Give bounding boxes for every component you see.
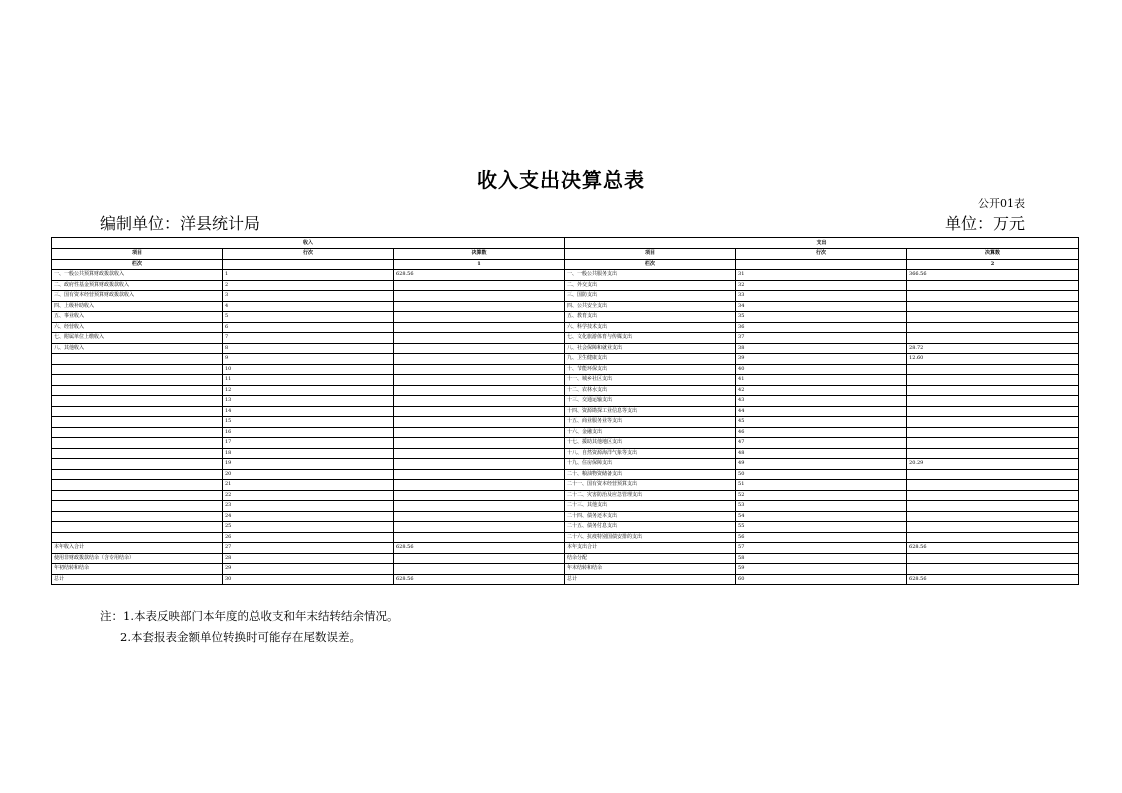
table-row xyxy=(52,501,1079,512)
currency-unit: 单位：万元 xyxy=(944,214,1025,233)
income-amount-cell: 628.56 xyxy=(394,574,565,585)
expense-amount-cell xyxy=(907,438,1079,449)
expense-line-cell: 44 xyxy=(736,406,907,417)
expense-amount-cell xyxy=(907,427,1079,438)
expense-amount-cell xyxy=(907,480,1079,491)
expense-amount-cell xyxy=(907,312,1079,323)
expense-line-cell: 41 xyxy=(736,375,907,386)
income-item-cell xyxy=(52,511,223,522)
income-amount-cell xyxy=(394,511,565,522)
income-item-cell xyxy=(52,417,223,428)
expense-line-cell: 46 xyxy=(736,427,907,438)
expense-line-cell: 59 xyxy=(736,564,907,575)
income-line-cell: 27 xyxy=(223,543,394,554)
expense-line-cell: 52 xyxy=(736,490,907,501)
expense-amount-cell xyxy=(907,448,1079,459)
income-column-label: 栏次 xyxy=(52,259,223,270)
expense-amount-cell: 12.60 xyxy=(907,354,1079,365)
expense-line-cell: 38 xyxy=(736,343,907,354)
expense-line-cell: 55 xyxy=(736,522,907,533)
page-title: 收入支出决算总表 xyxy=(477,168,645,192)
income-amount-cell xyxy=(394,343,565,354)
expense-line-cell: 51 xyxy=(736,480,907,491)
income-item-cell xyxy=(52,459,223,470)
income-amount-cell xyxy=(394,301,565,312)
table-row xyxy=(52,270,1079,281)
expense-item-cell: 四、公共安全支出 xyxy=(565,301,736,312)
table-row xyxy=(52,438,1079,449)
expense-line-header: 行次 xyxy=(736,249,907,260)
expense-amount-cell xyxy=(907,553,1079,564)
income-column-number: 1 xyxy=(394,259,565,270)
table-row xyxy=(52,543,1079,554)
table-row xyxy=(52,427,1079,438)
income-amount-cell xyxy=(394,501,565,512)
expense-item-cell: 十九、住房保障支出 xyxy=(565,459,736,470)
income-line-cell: 16 xyxy=(223,427,394,438)
expense-amount-cell xyxy=(907,291,1079,302)
table-row xyxy=(52,354,1079,365)
expense-amount-cell xyxy=(907,375,1079,386)
table-row xyxy=(52,564,1079,575)
income-line-cell: 4 xyxy=(223,301,394,312)
expense-line-cell: 34 xyxy=(736,301,907,312)
expense-amount-cell xyxy=(907,396,1079,407)
note-1: 注：1.本表反映部门本年度的总收支和年末结转结余情况。 xyxy=(100,609,399,623)
income-amount-cell xyxy=(394,417,565,428)
income-line-cell: 8 xyxy=(223,343,394,354)
income-item-cell xyxy=(52,448,223,459)
income-item-cell xyxy=(52,532,223,543)
table-row xyxy=(52,322,1079,333)
expense-item-cell: 七、文化旅游体育与传媒支出 xyxy=(565,333,736,344)
income-item-cell xyxy=(52,480,223,491)
income-item-cell xyxy=(52,501,223,512)
income-amount-cell xyxy=(394,480,565,491)
form-number: 公开01表 xyxy=(978,197,1025,210)
expense-line-cell: 36 xyxy=(736,322,907,333)
income-amount-header: 决算数 xyxy=(394,249,565,260)
expense-item-cell: 二十四、债务还本支出 xyxy=(565,511,736,522)
income-line-cell: 15 xyxy=(223,417,394,428)
income-line-cell: 23 xyxy=(223,501,394,512)
income-amount-cell xyxy=(394,564,565,575)
income-line-cell: 9 xyxy=(223,354,394,365)
expense-line-cell: 54 xyxy=(736,511,907,522)
expense-item-cell: 十七、援助其他地区支出 xyxy=(565,438,736,449)
income-item-cell xyxy=(52,375,223,386)
header-row-sections xyxy=(52,238,1079,249)
income-item-cell: 七、附属单位上缴收入 xyxy=(52,333,223,344)
expense-amount-cell xyxy=(907,469,1079,480)
expense-item-cell: 十三、交通运输支出 xyxy=(565,396,736,407)
income-item-cell xyxy=(52,385,223,396)
expense-item-cell: 十八、自然资源海洋气象等支出 xyxy=(565,448,736,459)
expense-item-cell: 十二、农林水支出 xyxy=(565,385,736,396)
expense-item-cell: 二十五、债务付息支出 xyxy=(565,522,736,533)
expense-item-cell: 十、节能环保支出 xyxy=(565,364,736,375)
expense-amount-cell xyxy=(907,511,1079,522)
table-row xyxy=(52,406,1079,417)
expense-line-cell: 42 xyxy=(736,385,907,396)
table-row xyxy=(52,396,1079,407)
table-row xyxy=(52,364,1079,375)
income-line-cell: 11 xyxy=(223,375,394,386)
table-row xyxy=(52,417,1079,428)
income-item-cell: 六、经营收入 xyxy=(52,322,223,333)
income-line-cell: 18 xyxy=(223,448,394,459)
expense-column-label: 栏次 xyxy=(565,259,736,270)
income-item-cell xyxy=(52,406,223,417)
expense-line-cell: 53 xyxy=(736,501,907,512)
expense-line-cell: 43 xyxy=(736,396,907,407)
income-line-cell: 12 xyxy=(223,385,394,396)
income-amount-cell xyxy=(394,490,565,501)
expense-amount-cell xyxy=(907,301,1079,312)
income-item-cell: 二、政府性基金预算财政拨款收入 xyxy=(52,280,223,291)
income-amount-cell xyxy=(394,280,565,291)
income-item-cell: 三、国有资本经营预算财政拨款收入 xyxy=(52,291,223,302)
expense-amount-cell xyxy=(907,280,1079,291)
header-row-columns xyxy=(52,249,1079,260)
income-line-cell: 10 xyxy=(223,364,394,375)
compiling-unit: 编制单位：洋县统计局 xyxy=(100,214,261,233)
expense-line-cell: 48 xyxy=(736,448,907,459)
expense-line-cell: 32 xyxy=(736,280,907,291)
table-row xyxy=(52,553,1079,564)
expense-line-cell: 31 xyxy=(736,270,907,281)
table-row xyxy=(52,312,1079,323)
income-amount-cell xyxy=(394,438,565,449)
expense-line-cell: 39 xyxy=(736,354,907,365)
income-amount-cell xyxy=(394,385,565,396)
income-amount-cell xyxy=(394,406,565,417)
expense-item-cell: 六、科学技术支出 xyxy=(565,322,736,333)
expense-line-cell: 47 xyxy=(736,438,907,449)
income-item-cell xyxy=(52,438,223,449)
income-amount-cell xyxy=(394,396,565,407)
expense-item-cell: 一、一般公共服务支出 xyxy=(565,270,736,281)
income-amount-cell xyxy=(394,553,565,564)
expense-item-cell: 十一、城乡社区支出 xyxy=(565,375,736,386)
table-row xyxy=(52,490,1079,501)
expense-item-header: 项目 xyxy=(565,249,736,260)
income-item-cell: 总计 xyxy=(52,574,223,585)
expense-item-cell: 年末结转和结余 xyxy=(565,564,736,575)
income-item-cell: 四、上级补助收入 xyxy=(52,301,223,312)
income-line-cell: 13 xyxy=(223,396,394,407)
expense-amount-cell: 628.56 xyxy=(907,574,1079,585)
income-amount-cell xyxy=(394,364,565,375)
expense-item-cell: 十四、资源勘探工业信息等支出 xyxy=(565,406,736,417)
income-line-cell: 26 xyxy=(223,532,394,543)
expense-item-cell: 结余分配 xyxy=(565,553,736,564)
expense-amount-cell xyxy=(907,490,1079,501)
table-row xyxy=(52,280,1079,291)
income-item-header: 项目 xyxy=(52,249,223,260)
expense-line-cell: 33 xyxy=(736,291,907,302)
table-row xyxy=(52,343,1079,354)
expense-item-cell: 本年支出合计 xyxy=(565,543,736,554)
income-item-cell xyxy=(52,354,223,365)
income-item-cell xyxy=(52,427,223,438)
expense-amount-cell xyxy=(907,501,1079,512)
income-line-cell: 14 xyxy=(223,406,394,417)
expense-line-cell: 45 xyxy=(736,417,907,428)
income-amount-cell xyxy=(394,354,565,365)
income-line-cell: 29 xyxy=(223,564,394,575)
expense-amount-cell: 28.72 xyxy=(907,343,1079,354)
expense-amount-cell xyxy=(907,385,1079,396)
income-amount-cell xyxy=(394,322,565,333)
expense-item-cell: 总计 xyxy=(565,574,736,585)
income-amount-cell xyxy=(394,333,565,344)
table-row xyxy=(52,459,1079,470)
table-row xyxy=(52,522,1079,533)
table-row xyxy=(52,291,1079,302)
expense-amount-header: 决算数 xyxy=(907,249,1079,260)
expense-line-cell: 37 xyxy=(736,333,907,344)
income-item-cell xyxy=(52,522,223,533)
expense-item-cell: 十五、商业服务业等支出 xyxy=(565,417,736,428)
income-line-cell: 2 xyxy=(223,280,394,291)
expense-amount-cell xyxy=(907,322,1079,333)
table-row xyxy=(52,480,1079,491)
expense-column-number: 2 xyxy=(907,259,1079,270)
expense-amount-cell xyxy=(907,364,1079,375)
income-amount-cell xyxy=(394,522,565,533)
expense-item-cell: 二十二、灾害防治及应急管理支出 xyxy=(565,490,736,501)
expense-item-cell: 十六、金融支出 xyxy=(565,427,736,438)
income-amount-cell xyxy=(394,312,565,323)
income-line-cell: 21 xyxy=(223,480,394,491)
expense-line-cell: 56 xyxy=(736,532,907,543)
expense-item-cell: 五、教育支出 xyxy=(565,312,736,323)
expense-amount-cell xyxy=(907,417,1079,428)
income-item-cell xyxy=(52,364,223,375)
expense-column-blank xyxy=(736,259,907,270)
expense-item-cell: 三、国防支出 xyxy=(565,291,736,302)
expense-line-cell: 50 xyxy=(736,469,907,480)
notes xyxy=(100,606,398,648)
note-2: 2.本套报表金额单位转换时可能存在尾数误差。 xyxy=(120,630,361,644)
expense-amount-cell xyxy=(907,564,1079,575)
table-row xyxy=(52,469,1079,480)
table-row xyxy=(52,333,1079,344)
income-item-cell: 五、事业收入 xyxy=(52,312,223,323)
table-row xyxy=(52,385,1079,396)
expense-item-cell: 二十六、抗疫特别国债安排的支出 xyxy=(565,532,736,543)
expense-amount-cell xyxy=(907,532,1079,543)
expense-line-cell: 60 xyxy=(736,574,907,585)
income-item-cell xyxy=(52,490,223,501)
income-item-cell: 本年收入合计 xyxy=(52,543,223,554)
expense-item-cell: 二、外交支出 xyxy=(565,280,736,291)
expense-item-cell: 二十三、其他支出 xyxy=(565,501,736,512)
expense-line-cell: 40 xyxy=(736,364,907,375)
table-row xyxy=(52,574,1079,585)
income-amount-cell xyxy=(394,469,565,480)
income-amount-cell xyxy=(394,291,565,302)
expense-item-cell: 八、社会保障和就业支出 xyxy=(565,343,736,354)
expense-item-cell: 九、卫生健康支出 xyxy=(565,354,736,365)
income-line-cell: 6 xyxy=(223,322,394,333)
table-row xyxy=(52,448,1079,459)
income-expense-table xyxy=(51,237,1079,585)
expense-header: 支出 xyxy=(565,238,1079,249)
income-line-cell: 28 xyxy=(223,553,394,564)
table-row xyxy=(52,301,1079,312)
income-amount-cell xyxy=(394,459,565,470)
expense-amount-cell: 366.56 xyxy=(907,270,1079,281)
income-item-cell xyxy=(52,469,223,480)
income-header: 收入 xyxy=(52,238,565,249)
income-amount-cell xyxy=(394,448,565,459)
income-line-cell: 1 xyxy=(223,270,394,281)
income-line-cell: 3 xyxy=(223,291,394,302)
expense-amount-cell: 628.56 xyxy=(907,543,1079,554)
income-item-cell: 年初结转和结余 xyxy=(52,564,223,575)
income-line-header: 行次 xyxy=(223,249,394,260)
income-amount-cell xyxy=(394,375,565,386)
income-line-cell: 20 xyxy=(223,469,394,480)
income-line-cell: 5 xyxy=(223,312,394,323)
income-item-cell xyxy=(52,396,223,407)
income-item-cell: 使用非财政拨款结余（含专用结余） xyxy=(52,553,223,564)
expense-amount-cell xyxy=(907,406,1079,417)
table-row xyxy=(52,375,1079,386)
expense-line-cell: 58 xyxy=(736,553,907,564)
income-item-cell: 八、其他收入 xyxy=(52,343,223,354)
table-row xyxy=(52,511,1079,522)
income-amount-cell xyxy=(394,532,565,543)
income-line-cell: 25 xyxy=(223,522,394,533)
income-line-cell: 22 xyxy=(223,490,394,501)
expense-line-cell: 57 xyxy=(736,543,907,554)
income-line-cell: 24 xyxy=(223,511,394,522)
expense-amount-cell xyxy=(907,522,1079,533)
income-item-cell: 一、一般公共预算财政拨款收入 xyxy=(52,270,223,281)
income-amount-cell: 628.56 xyxy=(394,270,565,281)
expense-item-cell: 二十、粮油物资储备支出 xyxy=(565,469,736,480)
income-line-cell: 7 xyxy=(223,333,394,344)
expense-line-cell: 35 xyxy=(736,312,907,323)
expense-item-cell: 二十一、国有资本经营预算支出 xyxy=(565,480,736,491)
expense-amount-cell xyxy=(907,333,1079,344)
income-line-cell: 19 xyxy=(223,459,394,470)
header-row-column-numbers xyxy=(52,259,1079,270)
expense-amount-cell: 20.29 xyxy=(907,459,1079,470)
expense-line-cell: 49 xyxy=(736,459,907,470)
income-line-cell: 17 xyxy=(223,438,394,449)
income-amount-cell: 628.56 xyxy=(394,543,565,554)
table-row xyxy=(52,532,1079,543)
income-line-cell: 30 xyxy=(223,574,394,585)
income-amount-cell xyxy=(394,427,565,438)
income-column-blank xyxy=(223,259,394,270)
